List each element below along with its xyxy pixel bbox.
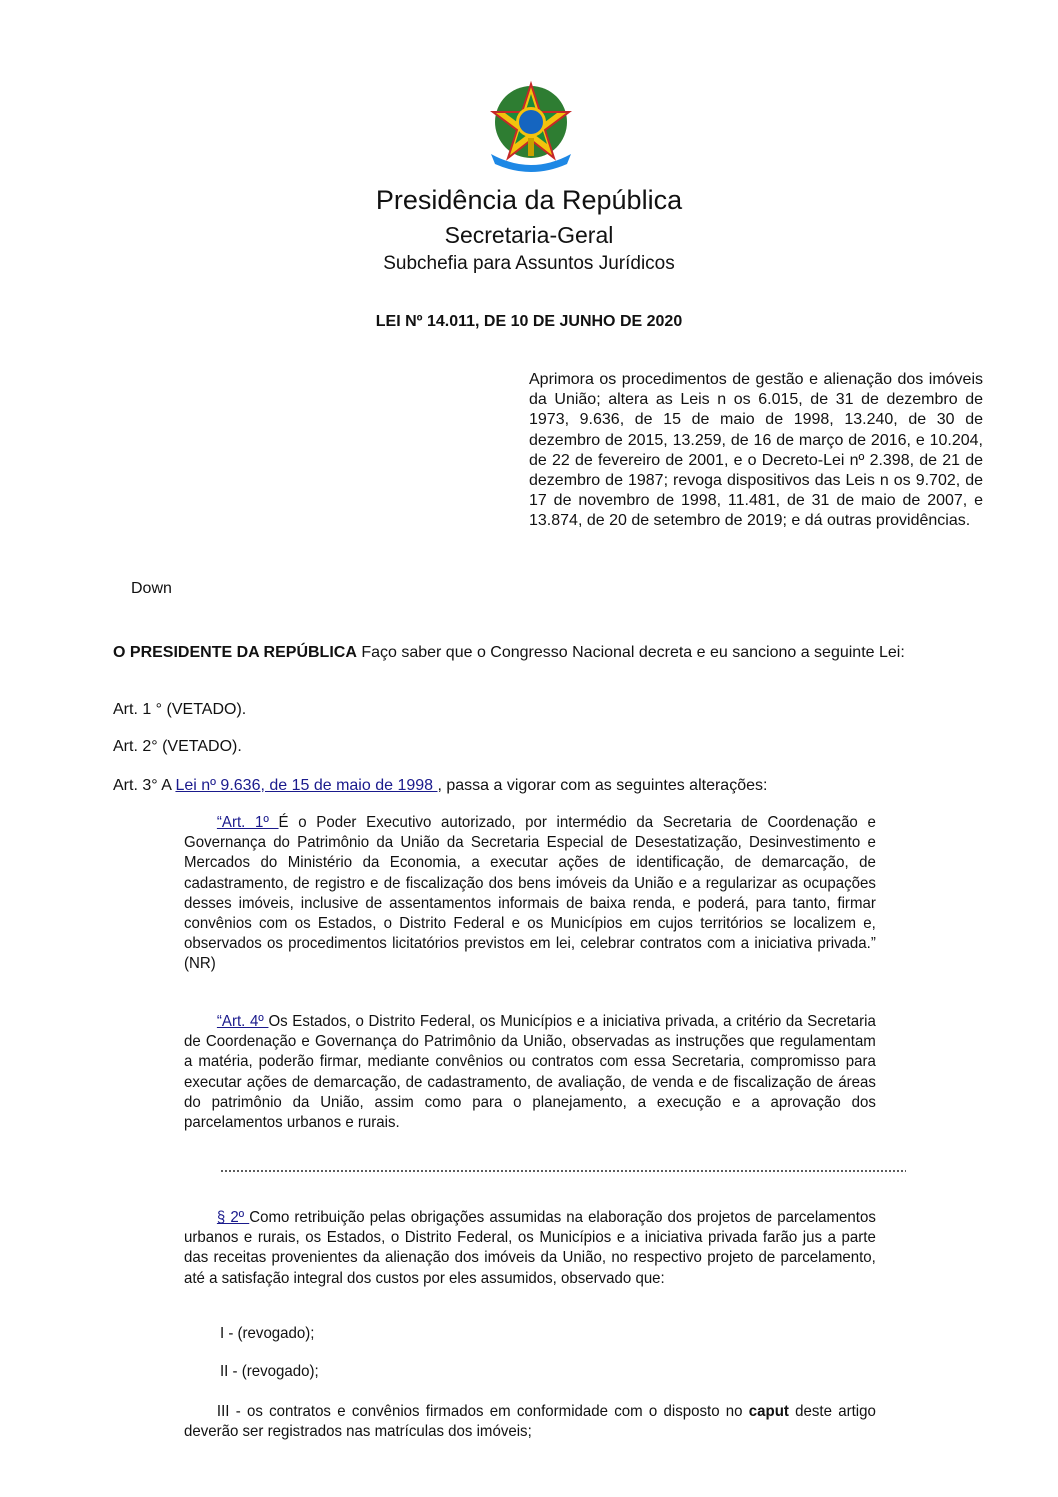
article-3-prefix: Art. 3° A <box>113 777 176 794</box>
law-summary: Aprimora os procedimentos de gestão e alienação dos imóveis da União; altera as Leis n os 6.015, de 31 de dezembro de 1973, 9.636, de 15 de maio de 1998, 13.240, de 30 de dezembro de 2015, 13.259, de 16 de março de 2016, e 10.204, de 22 de fevereiro de 2001, e o Decreto-Lei nº 2.398, de 21 de dezembro de 1987; revoga dispositivos das Leis n os 9.702, de 17 de novembro de 1998, 11.481, de 31 de maio de 2007, e 13.874, de 20 de setembro de 2019; e dá outras providências. <box>529 371 983 530</box>
paragraph-2-link[interactable]: § 2º <box>216 1209 250 1226</box>
quoted-art-4-link[interactable]: “Art. 4º <box>216 1013 269 1030</box>
preamble-bold: O PRESIDENTE DA REPÚBLICA <box>113 644 357 661</box>
preamble <box>77 643 983 664</box>
page-title: Presidência da República <box>375 185 683 215</box>
page-subtitle: Secretaria-Geral <box>444 222 614 248</box>
item-iii-text: III - os contratos e convênios firmados em conformidade com o disposto no <box>216 1403 749 1420</box>
law-title: LEI Nº 14.011, DE 10 DE JUNHO DE 2020 <box>375 313 683 330</box>
paragraph-2-text: Como retribuição pelas obrigações assumidas na elaboração dos projetos de parcelamentos urbanos e rurais, os Estados, o Distrito Federal, os Municípios e a iniciativa privada farão jus a parte das receitas provenientes da alienação dos imóveis da União, no respectivo projeto de parcelamento, até a satisfação integral dos custos por eles assumidos, observado que: <box>184 1209 876 1287</box>
item-iii-tail: deste artigo deverão ser registrados nas matrículas dos imóveis; <box>184 1403 876 1441</box>
page-subheading: Subchefia para Assuntos Jurídicos <box>383 253 675 274</box>
ellipsis-divider <box>220 1169 906 1173</box>
quoted-article-1 <box>184 813 876 975</box>
article-3-suffix: , passa a vigorar com as seguintes alterações: <box>437 777 768 794</box>
item-iii-bold: caput <box>748 1403 789 1420</box>
quoted-art-4-text: Os Estados, o Distrito Federal, os Municípios e a iniciativa privada, a critério da Secretaria de Coordenação e Governança do Patrimônio da União, observadas as instruções que regulamentam a matéria, poderão firmar, mediante convênios ou contratos com essa Secretaria, compromisso para executar ações de demarcação, de cadastramento, de avaliação, de venda e de fiscalização de áreas do patrimônio da União, assim como para o planejamento, a execução e a aprovação dos parcelamentos urbanos e rurais. <box>184 1013 876 1132</box>
quoted-paragraph-2 <box>184 1208 876 1289</box>
down-label: Down <box>131 580 172 597</box>
article-3 <box>113 776 767 797</box>
law-9636-link[interactable]: Lei nº 9.636, de 15 de maio de 1998 <box>175 777 438 794</box>
item-iii <box>184 1402 876 1442</box>
article-1: Art. 1 ° (VETADO). <box>113 701 247 718</box>
item-ii: II - (revogado); <box>220 1363 319 1380</box>
quoted-article-4 <box>184 1012 876 1133</box>
brazil-coat-of-arms-icon <box>485 80 577 175</box>
quoted-art-1-text: É o Poder Executivo autorizado, por intermédio da Secretaria de Coordenação e Governança do Patrimônio da União da Secretaria Especial de Desestatização, Desinvestimento e Mercados do Ministério da Economia, a executar ações de identificação, de demarcação, de cadastramento, de registro e de fiscalização dos bens imóveis da União e a regularizar as ocupações desses imóveis, inclusive de assentamentos informais de baixa renda, e poderá, para tanto, firmar convênios com os Estados, o Distrito Federal e os Municípios em cujos territórios se localizem e, observados os procedimentos licitatórios previstos em lei, celebrar contratos com a iniciativa privada.” (NR) <box>184 814 876 973</box>
article-2: Art. 2° (VETADO). <box>113 738 242 755</box>
preamble-text: Faço saber que o Congresso Nacional decreta e eu sanciono a seguinte Lei: <box>356 644 905 661</box>
quoted-art-1-link[interactable]: “Art. 1º <box>216 814 279 831</box>
item-i: I - (revogado); <box>220 1325 315 1342</box>
